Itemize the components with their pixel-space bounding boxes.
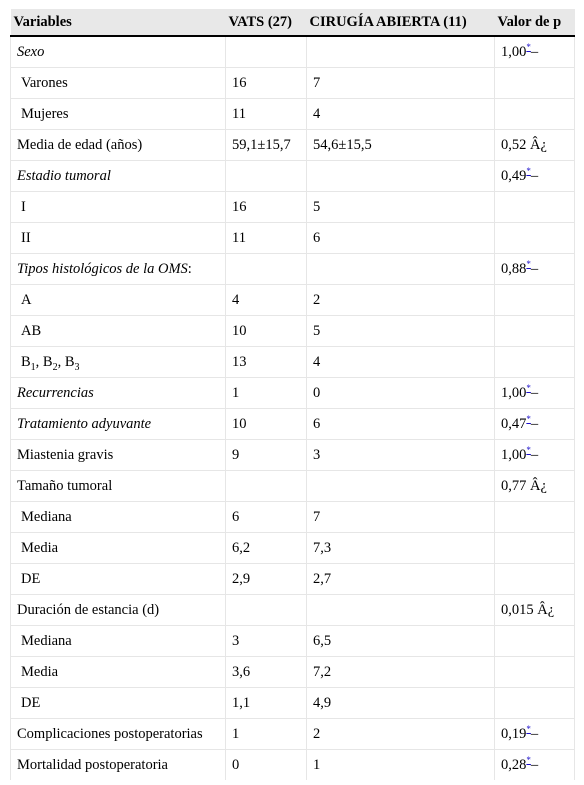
cell-vats: 11 bbox=[226, 223, 307, 254]
cell-p-value bbox=[495, 440, 575, 471]
cell-p-value bbox=[495, 347, 575, 378]
cell-p-value bbox=[495, 192, 575, 223]
table-row bbox=[11, 192, 575, 223]
table-header-row bbox=[11, 9, 575, 36]
cell-vats: 4 bbox=[226, 285, 307, 316]
cell-abierta: 1 bbox=[307, 750, 495, 781]
cell-p-value bbox=[495, 688, 575, 719]
cell-abierta: 3 bbox=[307, 440, 495, 471]
table-row bbox=[11, 378, 575, 409]
footnote-dash: – bbox=[530, 725, 539, 742]
row-label: Varones bbox=[11, 68, 226, 99]
cell-p-value bbox=[495, 750, 575, 781]
p-value-text: 0,49 bbox=[501, 167, 527, 184]
row-label: Recurrencias bbox=[11, 378, 226, 409]
header-variables: Variables bbox=[11, 9, 226, 36]
table-row bbox=[11, 316, 575, 347]
cell-p-value bbox=[495, 626, 575, 657]
cell-p-value bbox=[495, 36, 575, 68]
cell-abierta bbox=[307, 254, 495, 285]
row-label: DE bbox=[11, 688, 226, 719]
cell-abierta: 7,3 bbox=[307, 533, 495, 564]
row-label: Mediana bbox=[11, 502, 226, 533]
cell-p-value bbox=[495, 161, 575, 192]
table-row bbox=[11, 471, 575, 502]
row-label: Mujeres bbox=[11, 99, 226, 130]
cell-vats: 6,2 bbox=[226, 533, 307, 564]
table-row bbox=[11, 254, 575, 285]
table-row bbox=[11, 161, 575, 192]
cell-p-value bbox=[495, 719, 575, 750]
cell-abierta: 6 bbox=[307, 223, 495, 254]
row-label: Tamaño tumoral bbox=[11, 471, 226, 502]
label-part: , B bbox=[35, 353, 53, 370]
table-row bbox=[11, 719, 575, 750]
row-label: I bbox=[11, 192, 226, 223]
cell-vats: 2,9 bbox=[226, 564, 307, 595]
cell-abierta bbox=[307, 161, 495, 192]
cell-abierta bbox=[307, 36, 495, 68]
cell-abierta: 4 bbox=[307, 347, 495, 378]
table-row bbox=[11, 36, 575, 68]
footnote-dash: – bbox=[530, 415, 539, 432]
p-value-text: 1,00 bbox=[501, 43, 527, 60]
cell-p-value bbox=[495, 285, 575, 316]
cell-vats: 3 bbox=[226, 626, 307, 657]
cell-vats: 11 bbox=[226, 99, 307, 130]
header-vats: VATS (27) bbox=[226, 9, 307, 36]
label-subscript: 2 bbox=[52, 361, 58, 373]
row-label: Tratamiento adyuvante bbox=[11, 409, 226, 440]
footnote-link[interactable]: * bbox=[526, 382, 531, 393]
table-row bbox=[11, 750, 575, 781]
footnote-dash: – bbox=[530, 384, 539, 401]
row-label: Media de edad (años) bbox=[11, 130, 226, 161]
cell-abierta: 6 bbox=[307, 409, 495, 440]
cell-vats: 10 bbox=[226, 409, 307, 440]
row-label: Duración de estancia (d) bbox=[11, 595, 226, 626]
cell-vats: 16 bbox=[226, 68, 307, 99]
row-label: Media bbox=[11, 533, 226, 564]
cell-abierta: 4,9 bbox=[307, 688, 495, 719]
cell-vats bbox=[226, 161, 307, 192]
footnote-link[interactable]: * bbox=[526, 723, 531, 734]
cell-vats: 1,1 bbox=[226, 688, 307, 719]
table-row bbox=[11, 595, 575, 626]
table-row bbox=[11, 688, 575, 719]
cell-p-value: 0,015 Â¿ bbox=[495, 595, 575, 626]
row-label: II bbox=[11, 223, 226, 254]
cell-abierta: 7 bbox=[307, 502, 495, 533]
cell-abierta: 0 bbox=[307, 378, 495, 409]
label-part: B bbox=[21, 353, 31, 370]
row-label-suffix: : bbox=[187, 260, 192, 277]
footnote-link[interactable]: * bbox=[526, 165, 531, 176]
cell-abierta bbox=[307, 471, 495, 502]
row-label-text: Tipos histológicos de la OMS bbox=[17, 260, 188, 277]
cell-vats: 59,1±15,7 bbox=[226, 130, 307, 161]
table-row bbox=[11, 223, 575, 254]
cell-abierta: 5 bbox=[307, 192, 495, 223]
p-value-text: 0,88 bbox=[501, 260, 527, 277]
cell-p-value bbox=[495, 254, 575, 285]
cell-vats: 13 bbox=[226, 347, 307, 378]
table-row bbox=[11, 564, 575, 595]
table-row bbox=[11, 99, 575, 130]
cell-p-value bbox=[495, 316, 575, 347]
cell-p-value bbox=[495, 68, 575, 99]
row-label: A bbox=[11, 285, 226, 316]
footnote-link[interactable]: * bbox=[526, 444, 531, 455]
cell-abierta: 6,5 bbox=[307, 626, 495, 657]
cell-vats: 3,6 bbox=[226, 657, 307, 688]
row-label: Mediana bbox=[11, 626, 226, 657]
label-subscript: 1 bbox=[30, 361, 36, 373]
cell-p-value bbox=[495, 99, 575, 130]
table-row bbox=[11, 409, 575, 440]
footnote-link[interactable]: * bbox=[526, 754, 531, 765]
footnote-dash: – bbox=[530, 167, 539, 184]
cell-abierta: 7,2 bbox=[307, 657, 495, 688]
cell-p-value bbox=[495, 533, 575, 564]
row-label: AB bbox=[11, 316, 226, 347]
cell-abierta: 4 bbox=[307, 99, 495, 130]
cell-p-value bbox=[495, 502, 575, 533]
cell-vats: 9 bbox=[226, 440, 307, 471]
cell-p-value bbox=[495, 409, 575, 440]
table-row bbox=[11, 440, 575, 471]
footnote-link[interactable]: * bbox=[526, 258, 531, 269]
cell-vats: 1 bbox=[226, 378, 307, 409]
footnote-dash: – bbox=[530, 260, 539, 277]
table-row bbox=[11, 285, 575, 316]
table-row bbox=[11, 626, 575, 657]
header-valor-p: Valor de p bbox=[495, 9, 575, 36]
table-row bbox=[11, 68, 575, 99]
row-label: DE bbox=[11, 564, 226, 595]
footnote-dash: – bbox=[530, 446, 539, 463]
p-value-text: 0,19 bbox=[501, 725, 527, 742]
cell-vats: 6 bbox=[226, 502, 307, 533]
cell-abierta: 5 bbox=[307, 316, 495, 347]
cell-p-value bbox=[495, 657, 575, 688]
cell-vats bbox=[226, 595, 307, 626]
row-label bbox=[11, 254, 226, 285]
table-row bbox=[11, 502, 575, 533]
cell-vats: 16 bbox=[226, 192, 307, 223]
row-label bbox=[11, 347, 226, 378]
footnote-dash: – bbox=[530, 756, 539, 773]
table-row bbox=[11, 657, 575, 688]
row-label: Sexo bbox=[11, 36, 226, 68]
footnote-dash: – bbox=[530, 43, 539, 60]
p-value-text: 0,47 bbox=[501, 415, 527, 432]
p-value-text: 0,28 bbox=[501, 756, 527, 773]
cell-vats bbox=[226, 254, 307, 285]
table-row bbox=[11, 533, 575, 564]
row-label: Miastenia gravis bbox=[11, 440, 226, 471]
data-table bbox=[10, 9, 575, 780]
cell-vats bbox=[226, 471, 307, 502]
row-label: Media bbox=[11, 657, 226, 688]
cell-abierta bbox=[307, 595, 495, 626]
p-value-text: 1,00 bbox=[501, 384, 527, 401]
cell-vats: 1 bbox=[226, 719, 307, 750]
cell-p-value bbox=[495, 564, 575, 595]
cell-p-value: 0,77 Â¿ bbox=[495, 471, 575, 502]
cell-abierta: 54,6±15,5 bbox=[307, 130, 495, 161]
cell-p-value bbox=[495, 378, 575, 409]
cell-abierta: 2 bbox=[307, 719, 495, 750]
row-label: Complicaciones postoperatorias bbox=[11, 719, 226, 750]
row-label: Mortalidad postoperatoria bbox=[11, 750, 226, 781]
cell-abierta: 2,7 bbox=[307, 564, 495, 595]
cell-p-value: 0,52 Â¿ bbox=[495, 130, 575, 161]
cell-abierta: 2 bbox=[307, 285, 495, 316]
header-cirugia-abierta: CIRUGÍA ABIERTA (11) bbox=[307, 9, 495, 36]
label-subscript: 3 bbox=[74, 361, 80, 373]
cell-p-value bbox=[495, 223, 575, 254]
footnote-link[interactable]: * bbox=[526, 413, 531, 424]
label-part: , B bbox=[57, 353, 75, 370]
cell-vats bbox=[226, 36, 307, 68]
table-row bbox=[11, 347, 575, 378]
cell-vats: 0 bbox=[226, 750, 307, 781]
cell-abierta: 7 bbox=[307, 68, 495, 99]
table-row bbox=[11, 130, 575, 161]
footnote-link[interactable]: * bbox=[526, 41, 531, 52]
cell-vats: 10 bbox=[226, 316, 307, 347]
row-label: Estadio tumoral bbox=[11, 161, 226, 192]
p-value-text: 1,00 bbox=[501, 446, 527, 463]
